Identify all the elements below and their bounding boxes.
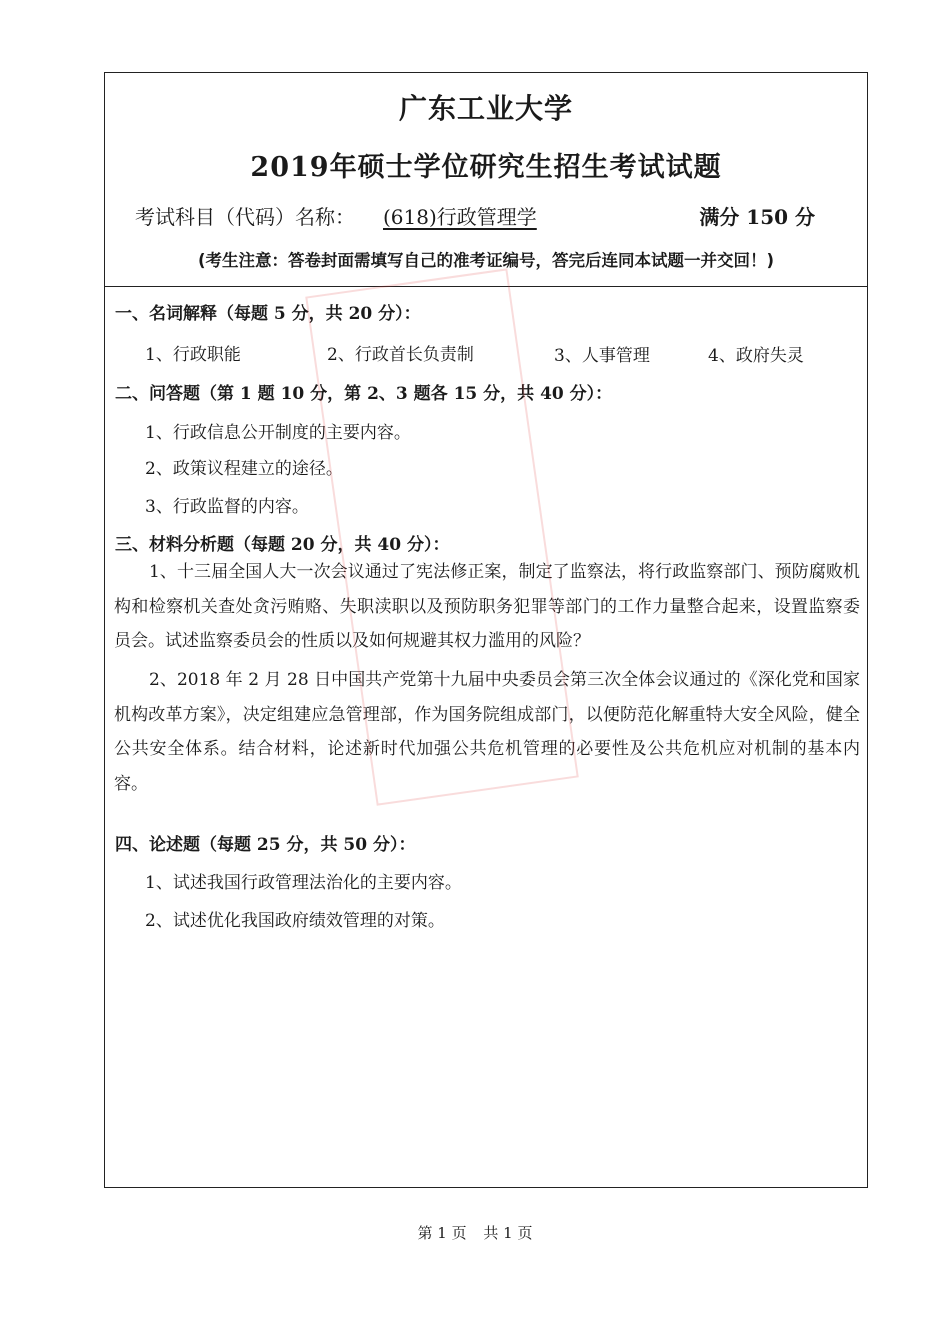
page-footer (0, 1222, 950, 1243)
term-item: 4、政府失灵 (708, 346, 804, 366)
exam-header (105, 73, 867, 287)
section-3-title: 三、材料分析题（每题 20 分，共 40 分）： (115, 535, 450, 555)
subject-name: (618)行政管理学 (383, 205, 537, 229)
section-2-title: 二、问答题（第 1 题 10 分，第 2、3 题各 15 分，共 40 分）： (115, 384, 613, 404)
section-1-title: 一、名词解释（每题 5 分，共 20 分）： (115, 304, 421, 324)
term-item: 2、行政首长负责制 (327, 345, 474, 365)
question-item: 2、政策议程建立的途径。 (145, 459, 343, 479)
term-item: 3、人事管理 (554, 346, 650, 366)
subject-row (135, 201, 815, 231)
question-item: 1、行政信息公开制度的主要内容。 (145, 423, 411, 443)
full-score: 满分 150 分 (699, 205, 815, 229)
page-number: 第 1 页 (417, 1224, 467, 1242)
term-item: 1、行政职能 (145, 345, 241, 365)
material-question: 2、2018 年 2 月 28 日中国共产党第十九届中央委员会第三次全体会议通过的《深化党和国家机构改革方案》，决定组建应急管理部，作为国务院组成部门，以便防范化解重特大安全风险，健全公共安全体系。结合材料，论述新时代加强公共危机管理的必要性及公共危机应对机制的基本内容。 (114, 670, 860, 794)
section-4-title: 四、论述题（每题 25 分，共 50 分）： (115, 835, 416, 855)
subject-label: 考试科目（代码）名称： (135, 205, 355, 229)
question-item: 3、行政监督的内容。 (145, 497, 309, 517)
university-name: 广东工业大学 (398, 92, 573, 125)
exam-title: 2019年硕士学位研究生招生考试试题 (250, 152, 722, 183)
material-question: 1、十三届全国人大一次会议通过了宪法修正案，制定了监察法，将行政监察部门、预防腐败机构和检察机关查处贪污贿赂、失职渎职以及预防职务犯罪等部门的工作力量整合起来，设置监察委员会。试述监察委员会的性质以及如何规避其权力滥用的风险？ (114, 562, 860, 651)
essay-question: 2、试述优化我国政府绩效管理的对策。 (145, 911, 445, 931)
essay-question: 1、试述我国行政管理法治化的主要内容。 (145, 873, 462, 893)
exam-paper-frame (104, 72, 868, 1188)
candidate-notice: (考生注意：答卷封面需填写自己的准考证编号，答完后连同本试题一并交回！) (197, 251, 775, 270)
page-total: 共 1 页 (483, 1224, 533, 1242)
